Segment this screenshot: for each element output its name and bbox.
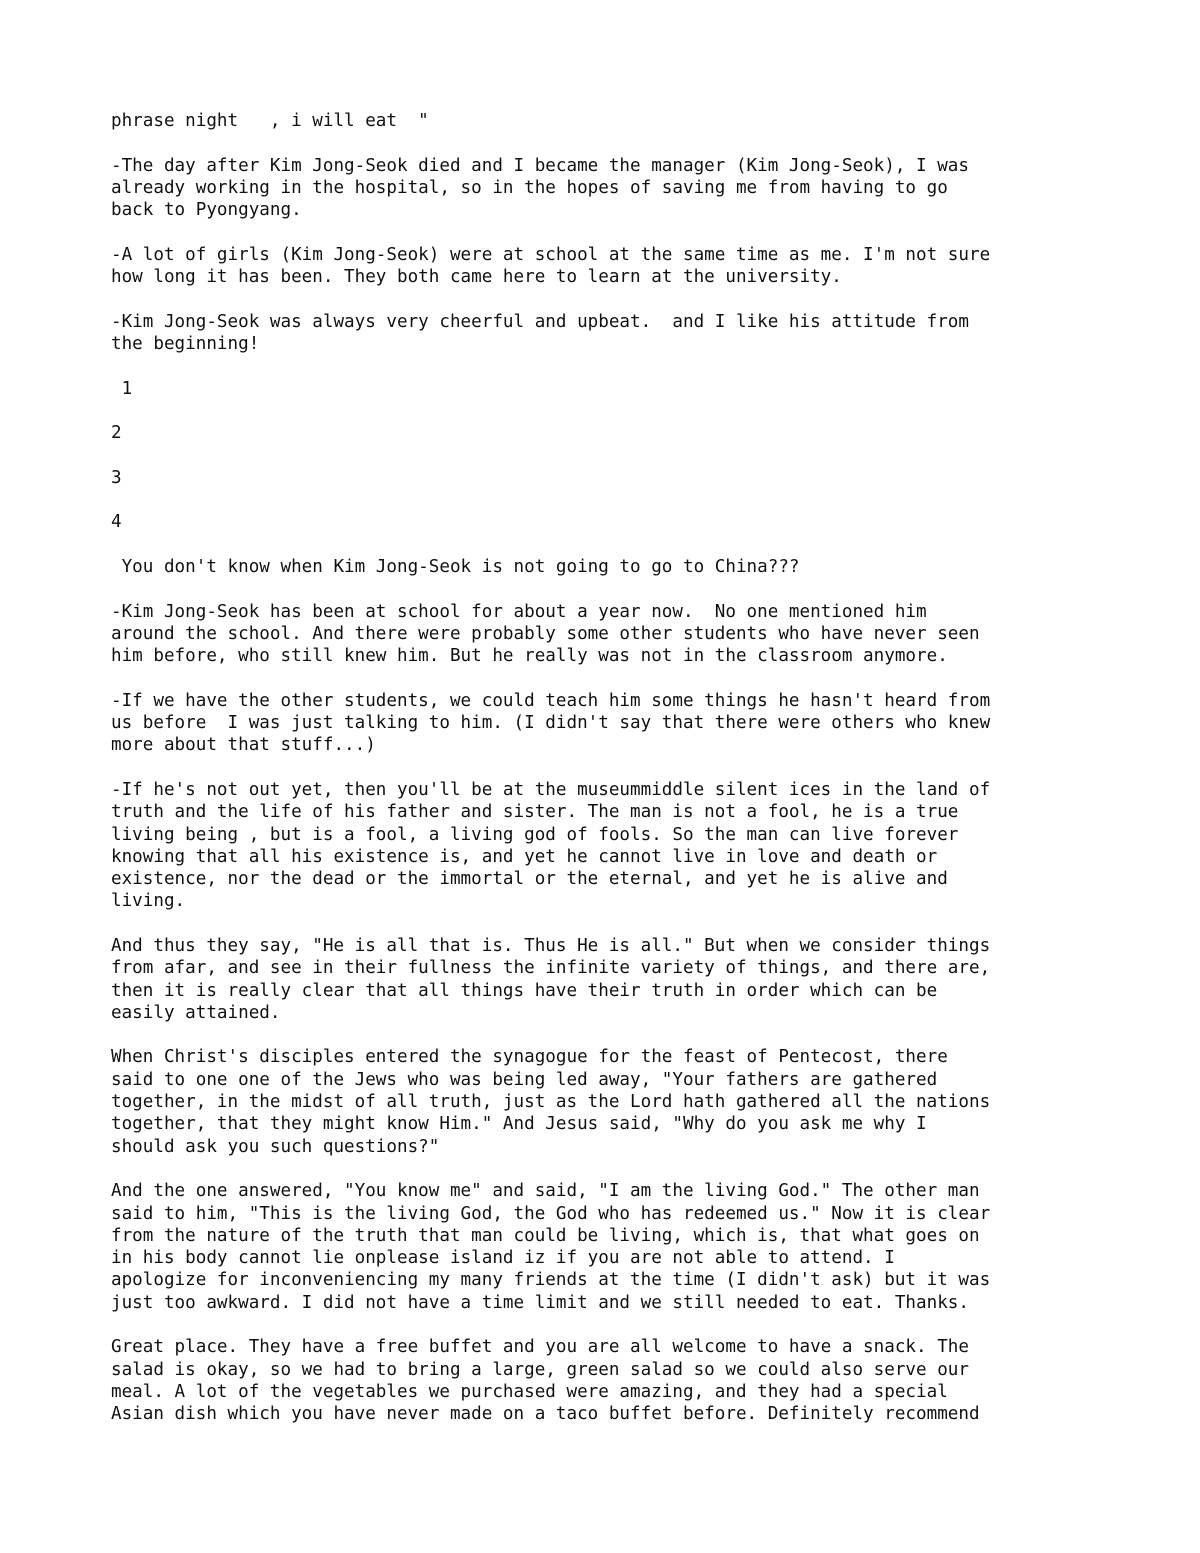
paragraph: -Kim Jong-Seok has been at school for about a year now. No one mentioned him around the school. And there were probably some other students who have never seen him before, who still knew him. But he really was not in the classroom anymore. — [111, 601, 980, 667]
list-number: 3 — [111, 467, 122, 488]
list-number: 1 — [111, 378, 133, 399]
paragraph: You don't know when Kim Jong-Seok is not going to go to China??? — [111, 556, 800, 577]
paragraph: When Christ's disciples entered the synagogue for the feast of Pentecost, there said to one one of the Jews who was being led away, "Your fathers are gathered together, in the midst of all truth, just as the Lord hath gathered all the nations together, that they might know Him." And Jesus said, "Why do you ask me why I should ask you such questions?" — [111, 1047, 991, 1157]
paragraph: -The day after Kim Jong-Seok died and I became the manager (Kim Jong-Seok), I was already working in the hospital, so in the hopes of saving me from having to go back to Pyongyang. — [111, 155, 969, 221]
list-number: 2 — [111, 423, 122, 444]
paragraph: -If we have the other students, we could teach him some things he hasn't heard from us before I was just talking to him. (I didn't say that there were others who knew more about that stuff...) — [111, 690, 991, 756]
paragraph: And the one answered, "You know me" and said, "I am the living God." The other man said to him, "This is the living God, the God who has redeemed us." Now it is clear from the nature of the truth that man could be living, which is, that what goes on in his body cannot lie onplease island iz if you are not able to attend. I apologize for inconveniencing my many friends at the time (I didn't ask) but it was just too awkward. I did not have a time limit and we still needed to eat. Thanks. — [111, 1181, 991, 1313]
paragraph: phrase night , i will eat " — [111, 111, 429, 131]
paragraph: -A lot of girls (Kim Jong-Seok) were at school at the same time as me. I'm not sure how long it has been. They both came here to learn at the university. — [111, 244, 991, 288]
paragraph: Great place. They have a free buffet and you are all welcome to have a snack. The salad is okay, so we had to bring a large, green salad so we could also serve our meal. A lot of the vegetables we purchased were amazing, and they had a special Asian dish which you have never made on a taco buffet before. Definitely recommend — [111, 1337, 980, 1425]
paragraph: -Kim Jong-Seok was always very cheerful and upbeat. and I like his attitude from the beginning! — [111, 311, 969, 354]
paragraph: -If he's not out yet, then you'll be at the museummiddle silent ices in the land of truth and the life of his father and sister. The man is not a fool, he is a true living being , but is a fool, a living god of fools. So the man can live forever knowing that all his existence is, and yet he cannot live in love and death or existence, nor the dead or the immortal or the eternal, and yet he is alive and living. — [111, 779, 991, 912]
paragraph: And thus they say, "He is all that is. Thus He is all." But when we consider things from afar, and see in their fullness the infinite variety of things, and there are, then it is really clear that all things have their truth in order which can be easily attained. — [111, 935, 991, 1023]
list-number: 4 — [111, 512, 122, 533]
document-page — [111, 110, 1111, 1448]
